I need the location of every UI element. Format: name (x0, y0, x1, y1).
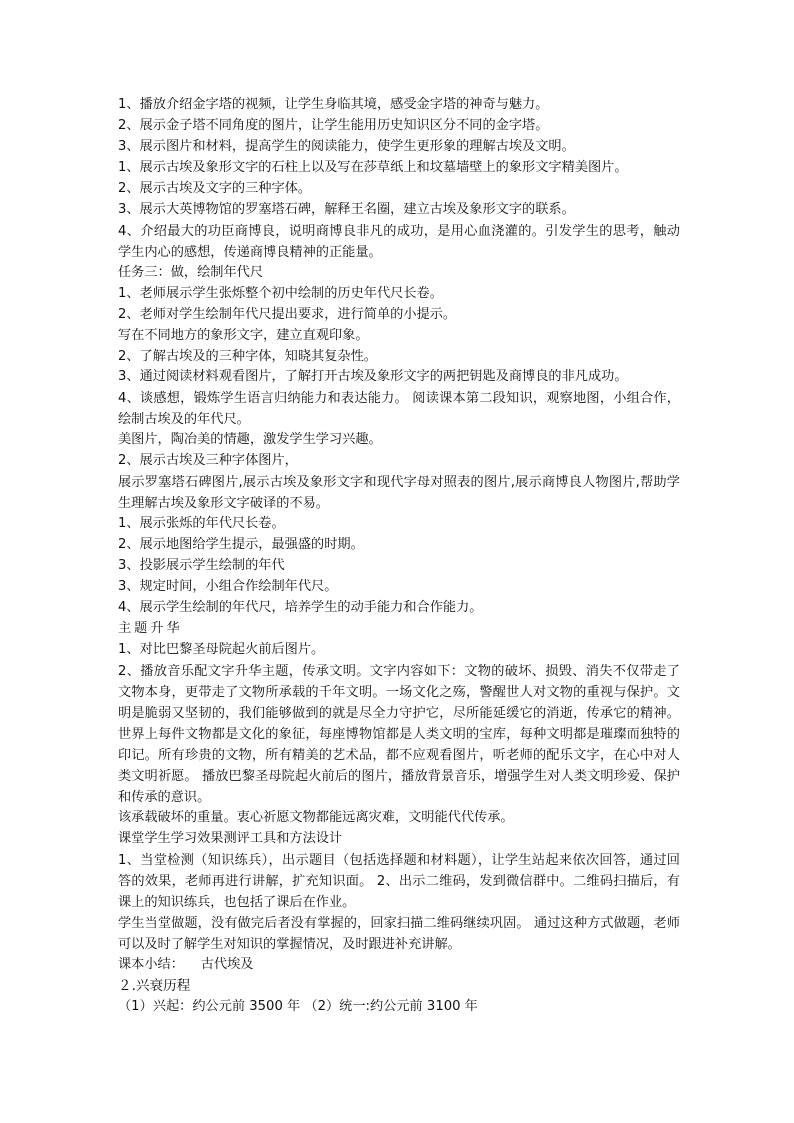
text-line: 1、播放介绍金字塔的视频，让学生身临其境，感受金字塔的神奇与魅力。 (118, 97, 549, 112)
text-line: 2、展示古埃及三种字体图片， (118, 453, 298, 469)
text-line: 3、投影展示学生绘制的年代 (118, 558, 285, 574)
section-heading: 任务三：做，绘制年代尺 (118, 264, 264, 280)
text-line: 1、展示古埃及象形文字的石柱上以及写在莎草纸上和坟墓墙壁上的象形文字精美图片。 (118, 159, 628, 175)
text-line: 1、对比巴黎圣母院起火前后图片。 (118, 642, 325, 658)
text-paragraph: 学生当堂做题，没有做完后者没有掌握的，回家扫描二维码继续巩固。 通过这种方式做题，老师可以及时了解学生对知识的掌握情况，及时跟进补充讲解。 (118, 915, 680, 952)
text-line: 该承载破坏的重量。衷心祈愿文物都能远离灾难，文明能代代传承。 (118, 810, 514, 826)
text-line: 2、展示金子塔不同角度的图片，让学生能用历史知识区分不同的金字塔。 (118, 117, 549, 133)
text-paragraph: 2、播放音乐配文字升华主题，传承文明。文字内容如下：文物的破坏、损毁、消失不仅带走了文物本身，更带走了文物所承载的千年文明。一场文化之殇，警醒世人对文物的重视与保护。文明是脆弱又坚韧的，我们能够做到的就是尽全力守护它，尽所能延缓它的消逝，传承它的精神。世界上每件文物都是文化的象征，每座博物馆都是人类文明的宝库，每种文明都是璀璨而独特的印记。所有珍贵的文物，所有精美的艺术品，都不应观看图片，听老师的配乐文字，在心中对人类文明祈愿。 播放巴黎圣母院起火前后的图片，播放背景音乐，增强学生对人类文明珍爱、保护和传承的意识。 (118, 664, 680, 806)
text-line: 3、展示大英博物馆的罗塞塔石碑，解释王名圈，建立古埃及象形文字的联系。 (118, 201, 575, 217)
text-paragraph: 展示罗塞塔石碑图片,展示古埃及象形文字和现代字母对照表的图片,展示商博良人物图片,帮助学生理解古埃及象形文字破译的不易。 (118, 475, 680, 512)
text-line: 3、展示图片和材料，提高学生的阅读能力，使学生更形象的理解古埃及文明。 (118, 138, 575, 154)
text-line: 2、展示古埃及文字的三种字体。 (118, 180, 312, 196)
section-heading: 课堂学生学习效果测评工具和方法设计 (118, 830, 343, 846)
text-line: 写在不同地方的象形文字，建立直观印象。 (118, 327, 369, 343)
text-line: 3、通过阅读材料观看图片，了解打开古埃及象形文字的两把钥匙及商博良的非凡成功。 (118, 369, 628, 385)
document-page (118, 95, 680, 1018)
text-line: 3、规定时间，小组合作绘制年代尺。 (118, 579, 338, 595)
text-line: 1、老师展示学生张烁整个初中绘制的历史年代尺长卷。 (118, 285, 443, 301)
text-paragraph: 4、介绍最大的功臣商博良，说明商博良非凡的成功，是用心血浇灌的。引发学生的思考，触动学生内心的感想，传递商博良精神的正能量。 (118, 223, 680, 260)
text-line: 2、了解古埃及的三种字体，知晓其复杂性。 (118, 348, 377, 364)
text-line: 2、展示地图给学生提示，最强盛的时期。 (118, 537, 364, 553)
summary-heading: 课本小结： 古代埃及 (118, 956, 254, 972)
text-paragraph: 1、当堂检测（知识练兵），出示题目（包括选择题和材料题），让学生站起来依次回答，通过回答的效果，老师再进行讲解，扩充知识面。 2、出示二维码，发到微信群中。二维码扫描后，有课上的知识练兵，也包括了课后在作业。 (118, 852, 680, 910)
summary-subheading: ２.兴衰历程 (118, 977, 191, 994)
text-line: 4、展示学生绘制的年代尺，培养学生的动手能力和合作能力。 (118, 600, 483, 616)
text-line: 1、展示张烁的年代尺长卷。 (118, 516, 285, 532)
text-paragraph: 4、谈感想，锻炼学生语言归纳能力和表达能力。 阅读课本第二段知识，观察地图，小组合作，绘制古埃及的年代尺。 (118, 391, 680, 428)
text-line: 美图片，陶冶美的情趣，激发学生学习兴趣。 (118, 432, 382, 448)
text-line: 2、老师对学生绘制年代尺提出要求，进行简单的小提示。 (118, 306, 457, 322)
text-line: （1）兴起：约公元前 3500 年 （2）统一:约公元前 3100 年 (118, 998, 478, 1014)
section-heading: 主题升华 (118, 621, 183, 637)
